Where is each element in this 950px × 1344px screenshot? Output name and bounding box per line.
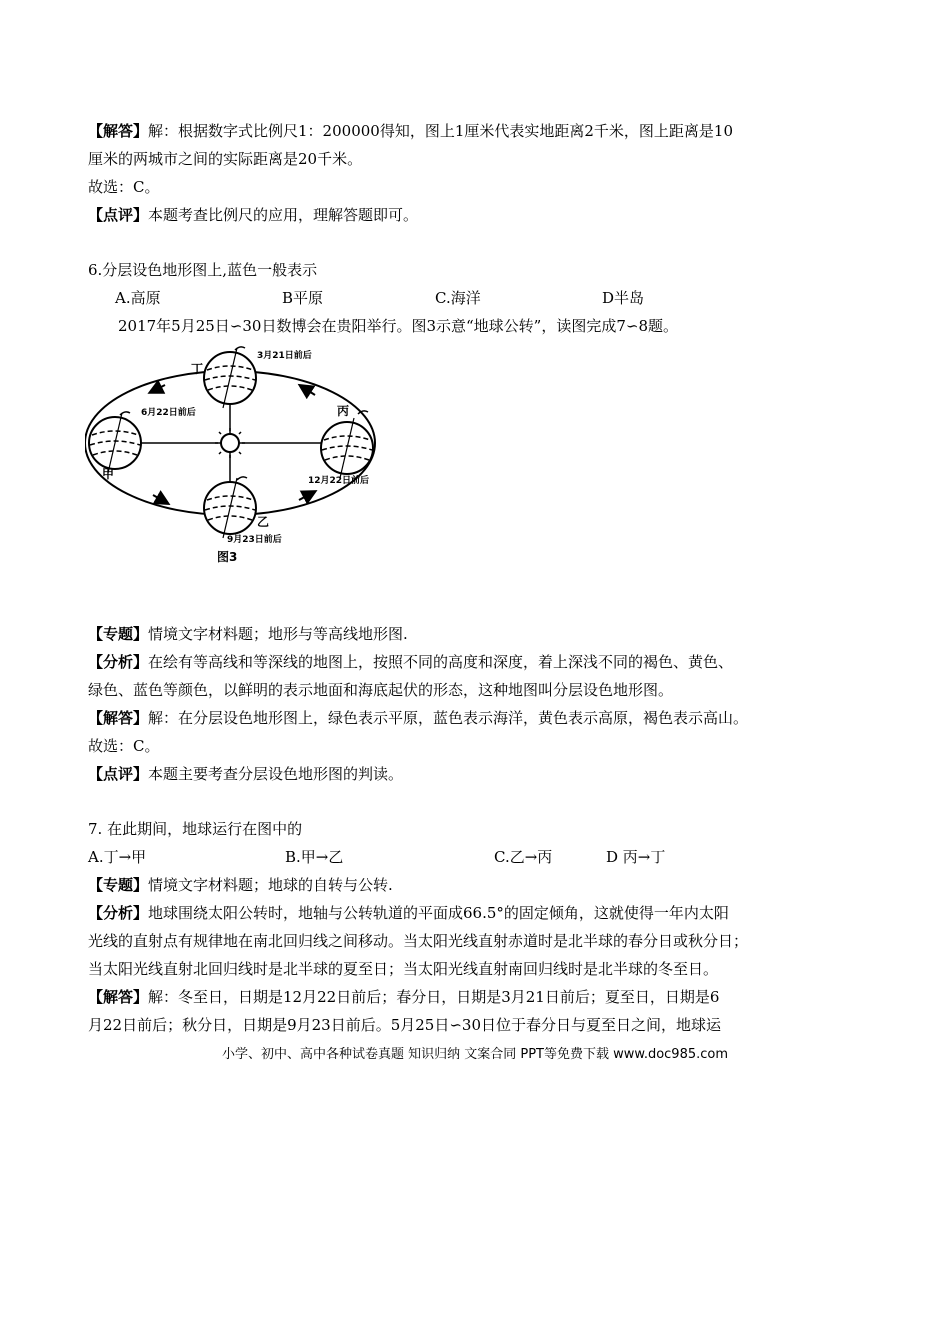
label-yi: 乙 <box>257 515 270 529</box>
analysis-tag: 【分析】 <box>88 904 149 922</box>
page-footer: 小学、初中、高中各种试卷真题 知识归纳 文案合同 PPT等免费下载 www.doc985.com <box>221 1047 729 1062</box>
earth-globe-yi <box>204 477 256 538</box>
label-bing: 丙 <box>337 404 350 418</box>
q7-option-a: A.丁→甲 <box>88 848 147 866</box>
q5-answer-text-1: 解：根据数字式比例尺1：200000得知，图上1厘米代表实地距离2千米，图上距离是10 <box>148 122 733 140</box>
q5-comment-text: 本题考查比例尺的应用，理解答题即可。 <box>148 206 419 224</box>
q6-analysis-line-1 <box>88 652 733 672</box>
q6-question: 6.分层设色地形图上,蓝色一般表示 <box>88 261 318 279</box>
q6-option-b: B平原 <box>282 289 324 307</box>
q6-topic <box>88 624 408 644</box>
q7-topic <box>88 875 393 895</box>
q5-answer-line-2: 厘米的两城市之间的实际距离是20千米。 <box>88 150 363 168</box>
q6-choice: 故选：C。 <box>88 737 160 755</box>
q6-topic-text: 情境文字材料题；地形与等高线地形图. <box>148 625 408 643</box>
answer-tag: 【解答】 <box>88 988 149 1006</box>
q7-analysis-line-1 <box>88 903 729 923</box>
q6-option-c: C.海洋 <box>435 289 481 307</box>
label-sep: 9月23日前后 <box>227 535 282 545</box>
q6-analysis-text-1: 在绘有等高线和等深线的地图上，按照不同的高度和深度，着上深浅不同的褐色、黄色、 <box>148 653 734 671</box>
q5-choice: 故选：C。 <box>88 178 160 196</box>
q7-answer-line-2: 月22日前后；秋分日，日期是9月23日前后。5月25日∽30日位于春分日与夏至日之间，地球运 <box>88 1016 722 1034</box>
q7-topic-text: 情境文字材料题；地球的自转与公转. <box>148 876 393 894</box>
q5-answer-line-1 <box>88 121 733 141</box>
orbit-arrow-top-left <box>151 385 165 392</box>
analysis-tag: 【分析】 <box>88 653 149 671</box>
topic-tag: 【专题】 <box>88 625 149 643</box>
answer-tag: 【解答】 <box>88 709 149 727</box>
q6-comment-text: 本题主要考查分层设色地形图的判读。 <box>148 765 404 783</box>
orbit-arrow-bottom-right <box>299 492 314 500</box>
figure-caption: 图3 <box>217 550 238 564</box>
earth-revolution-figure <box>85 340 395 570</box>
answer-tag: 【解答】 <box>88 122 149 140</box>
q7-answer-line-1 <box>88 987 719 1007</box>
q6-analysis-line-2: 绿色、蓝色等颜色，以鲜明的表示地面和海底起伏的形态，这种地图叫分层设色地形图。 <box>88 681 674 699</box>
q7-analysis-line-2: 光线的直射点有规律地在南北回归线之间移动。当太阳光线直射赤道时是北半球的春分日或秋分日； <box>88 932 749 950</box>
label-jia: 甲 <box>102 467 115 481</box>
q7-analysis-line-3: 当太阳光线直射北回归线时是北半球的夏至日；当太阳光线直射南回归线时是北半球的冬至日。 <box>88 960 719 978</box>
q6-comment <box>88 764 403 784</box>
label-ding: 丁 <box>191 362 204 376</box>
orbit-arrow-top-right <box>301 386 315 395</box>
q7-8-intro: 2017年5月25日∽30日数博会在贵阳举行。图3示意“地球公转”，读图完成7∽8题。 <box>118 317 678 335</box>
earth-globe-ding <box>204 347 256 408</box>
q5-comment <box>88 205 418 225</box>
q7-option-c: C.乙→丙 <box>494 848 553 866</box>
comment-tag: 【点评】 <box>88 765 149 783</box>
comment-tag: 【点评】 <box>88 206 149 224</box>
q6-answer-text: 解：在分层设色地形图上，绿色表示平原，蓝色表示海洋，黄色表示高原，褐色表示高山。 <box>148 709 749 727</box>
orbit-arrow-bottom-left <box>153 495 167 503</box>
q6-answer <box>88 708 748 728</box>
q7-option-b: B.甲→乙 <box>285 848 344 866</box>
topic-tag: 【专题】 <box>88 876 149 894</box>
q7-option-d: D 丙→丁 <box>606 848 666 866</box>
label-mar: 3月21日前后 <box>257 351 312 361</box>
q7-answer-text-1: 解：冬至日，日期是12月22日前后；春分日，日期是3月21日前后；夏至日，日期是6 <box>148 988 720 1006</box>
q6-option-a: A.高原 <box>115 289 161 307</box>
earth-globe-bing <box>321 411 373 478</box>
q7-analysis-text-1: 地球围绕太阳公转时，地轴与公转轨道的平面成66.5°的固定倾角，这就使得一年内太阳 <box>148 904 729 922</box>
q6-option-d: D半岛 <box>602 289 645 307</box>
label-jun: 6月22日前后 <box>141 408 196 418</box>
earth-globe-jia <box>89 412 141 473</box>
q7-question: 7. 在此期间，地球运行在图中的 <box>88 820 303 838</box>
label-dec: 12月22日前后 <box>308 476 370 486</box>
